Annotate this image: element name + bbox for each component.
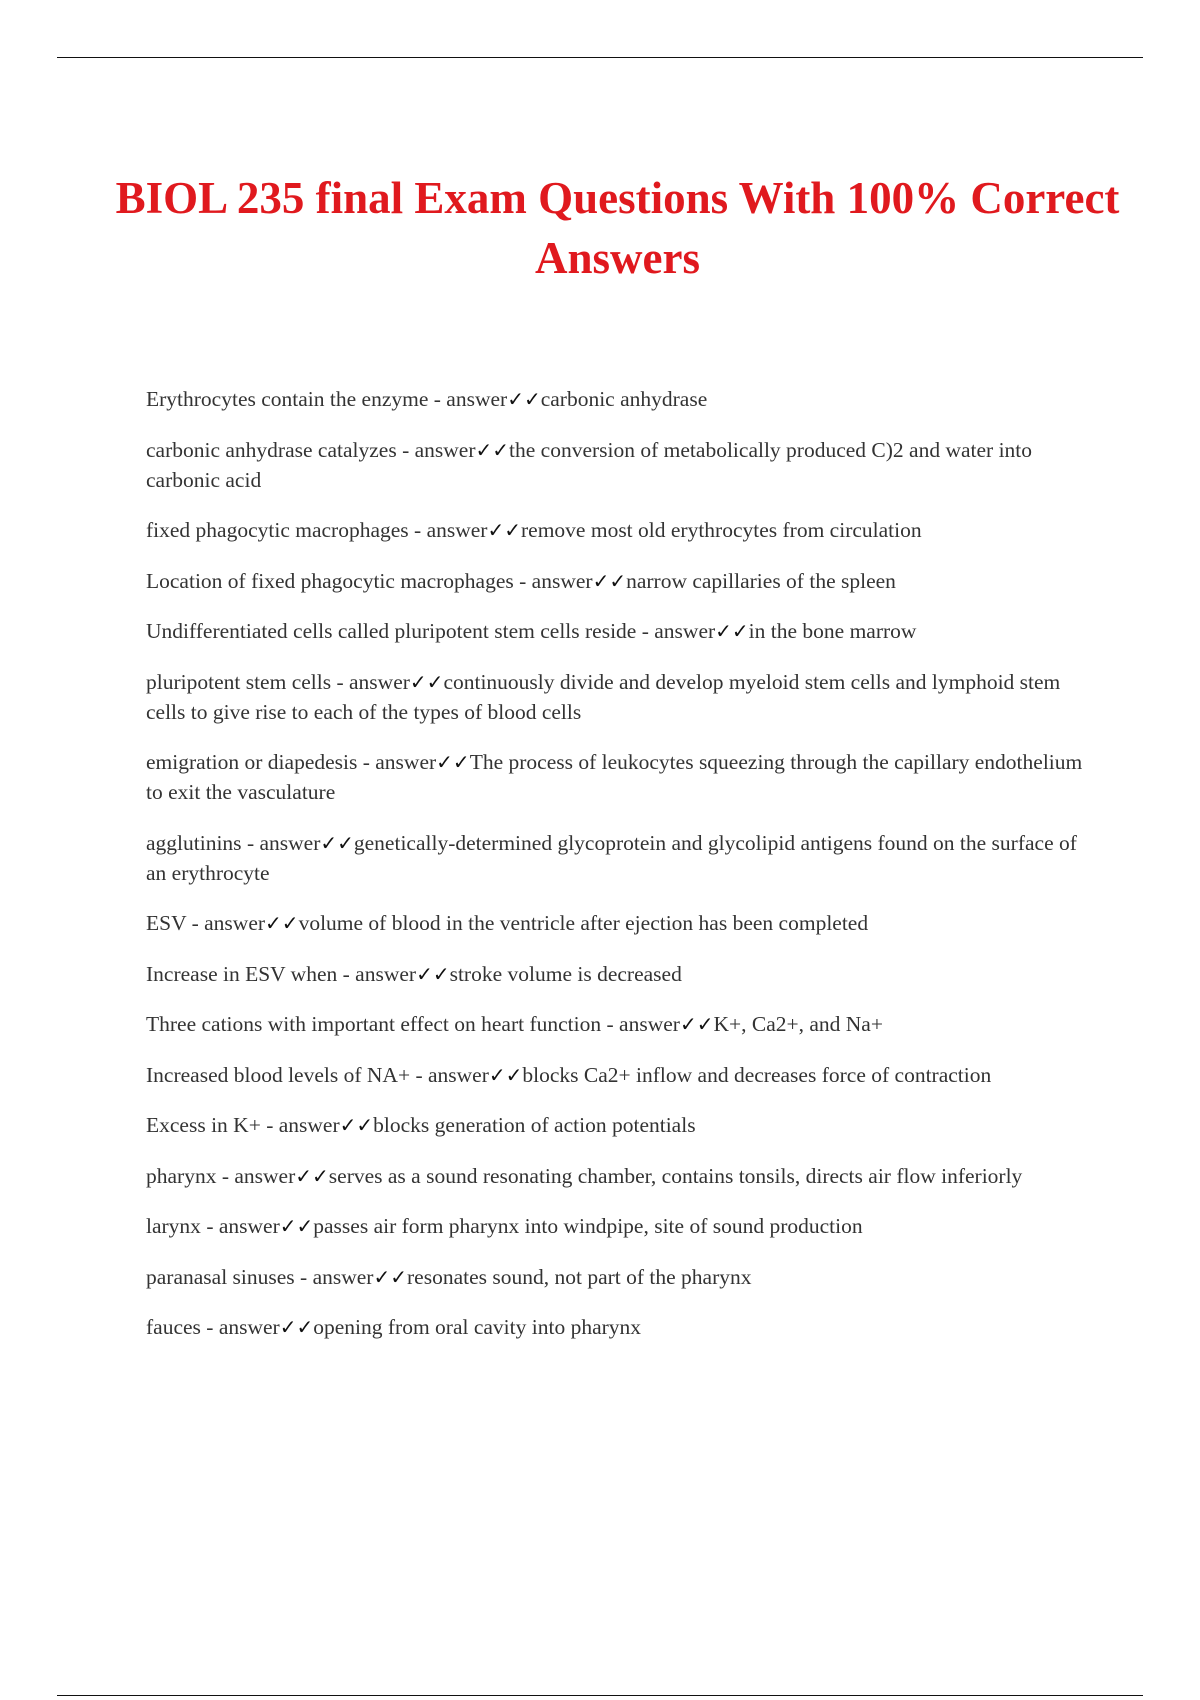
answer-text: resonates sound, not part of the pharynx bbox=[407, 1264, 752, 1289]
answer-prefix: - answer bbox=[200, 1214, 280, 1238]
qa-item bbox=[146, 435, 1086, 495]
answer-text: volume of blood in the ventricle after ejection has been completed bbox=[298, 911, 869, 935]
double-check-icon: ✓✓ bbox=[373, 1264, 407, 1289]
double-check-icon: ✓✓ bbox=[265, 911, 299, 935]
document-title: BIOL 235 final Exam Questions With 100% Correct Answers bbox=[115, 173, 1120, 283]
answer-text: serves as a sound resonating chamber, contains tonsils, directs air flow inferiorly bbox=[328, 1163, 1023, 1188]
answer-prefix: - answer bbox=[408, 518, 488, 542]
double-check-icon: ✓✓ bbox=[507, 387, 541, 411]
double-check-icon: ✓✓ bbox=[715, 619, 749, 643]
double-check-icon: ✓✓ bbox=[295, 1163, 329, 1188]
answer-prefix: - answer bbox=[331, 669, 410, 694]
qa-item bbox=[146, 384, 1086, 414]
answer-prefix: - answer bbox=[601, 1012, 680, 1036]
double-check-icon: ✓✓ bbox=[320, 830, 354, 855]
answer-prefix: - answer bbox=[260, 1113, 340, 1137]
question-text: Undifferentiated cells called pluripotent stem cells reside bbox=[146, 619, 637, 643]
answer-text: passes air form pharynx into windpipe, site of sound production bbox=[313, 1214, 863, 1238]
question-text: fauces bbox=[146, 1315, 201, 1339]
answer-prefix: - answer bbox=[396, 437, 476, 462]
double-check-icon: ✓✓ bbox=[487, 518, 521, 542]
question-text: pharynx bbox=[146, 1163, 217, 1188]
qa-item bbox=[146, 667, 1086, 727]
qa-item bbox=[146, 515, 1086, 545]
qa-item bbox=[146, 1211, 1086, 1241]
qa-item bbox=[146, 747, 1086, 807]
question-text: Increased blood levels of NA+ bbox=[146, 1062, 411, 1087]
question-text: Location of fixed phagocytic macrophages bbox=[146, 568, 514, 593]
answer-text: carbonic anhydrase bbox=[540, 387, 708, 411]
answer-prefix: - answer bbox=[294, 1264, 374, 1289]
answer-text: K+, Ca2+, and Na+ bbox=[713, 1012, 883, 1036]
question-text: Three cations with important effect on heart function bbox=[146, 1012, 602, 1036]
qa-item bbox=[146, 616, 1086, 646]
question-text: pluripotent stem cells bbox=[146, 669, 332, 694]
answer-text: the conversion of metabolically produced C)2 and water into carbonic acid bbox=[146, 437, 1033, 492]
header-rule bbox=[57, 57, 1143, 58]
qa-item bbox=[146, 566, 1086, 596]
answer-prefix: - answer bbox=[357, 750, 437, 774]
double-check-icon: ✓✓ bbox=[416, 961, 450, 986]
question-text: carbonic anhydrase catalyzes bbox=[146, 437, 397, 462]
question-text: Increase in ESV when bbox=[146, 961, 338, 986]
double-check-icon: ✓✓ bbox=[279, 1214, 314, 1238]
double-check-icon: ✓✓ bbox=[592, 568, 627, 593]
qa-item bbox=[146, 1161, 1086, 1191]
qa-item bbox=[146, 1060, 1086, 1090]
question-text: larynx bbox=[146, 1214, 201, 1238]
question-text: fixed phagocytic macrophages bbox=[146, 518, 409, 542]
answer-prefix: - answer bbox=[241, 830, 321, 855]
answer-prefix: - answer bbox=[636, 619, 716, 643]
answer-prefix: - answer bbox=[410, 1062, 489, 1087]
answer-text: genetically-determined glycoprotein and glycolipid antigens found on the surface of an erythrocyte bbox=[146, 830, 1077, 885]
question-text: Excess in K+ bbox=[146, 1113, 261, 1137]
double-check-icon: ✓✓ bbox=[488, 1062, 523, 1087]
answer-text: blocks Ca2+ inflow and decreases force of contraction bbox=[522, 1062, 992, 1087]
answer-prefix: - answer bbox=[337, 961, 417, 986]
answer-prefix: - answer bbox=[186, 911, 266, 935]
answer-prefix: - answer bbox=[513, 568, 593, 593]
answer-prefix: - answer bbox=[428, 387, 508, 411]
question-text: Erythrocytes contain the enzyme bbox=[146, 387, 429, 411]
answer-prefix: - answer bbox=[200, 1315, 280, 1339]
double-check-icon: ✓✓ bbox=[475, 437, 510, 462]
answer-text: opening from oral cavity into pharynx bbox=[313, 1315, 642, 1339]
answer-text: blocks generation of action potentials bbox=[373, 1113, 696, 1137]
answer-text: remove most old erythrocytes from circulation bbox=[521, 518, 922, 542]
footer-rule bbox=[57, 1695, 1143, 1696]
qa-list bbox=[146, 384, 1086, 1363]
double-check-icon: ✓✓ bbox=[679, 1012, 714, 1036]
qa-item bbox=[146, 1312, 1086, 1342]
double-check-icon: ✓✓ bbox=[409, 669, 444, 694]
answer-text: stroke volume is decreased bbox=[449, 961, 682, 986]
answer-text: in the bone marrow bbox=[748, 619, 917, 643]
double-check-icon: ✓✓ bbox=[279, 1315, 314, 1339]
question-text: ESV bbox=[146, 911, 187, 935]
double-check-icon: ✓✓ bbox=[339, 1113, 374, 1137]
qa-item bbox=[146, 1262, 1086, 1292]
qa-item bbox=[146, 828, 1086, 888]
question-text: paranasal sinuses bbox=[146, 1264, 295, 1289]
question-text: emigration or diapedesis bbox=[146, 750, 358, 774]
qa-item bbox=[146, 959, 1086, 989]
double-check-icon: ✓✓ bbox=[436, 750, 470, 774]
qa-item bbox=[146, 908, 1086, 938]
answer-prefix: - answer bbox=[216, 1163, 296, 1188]
answer-text: The process of leukocytes squeezing through the capillary endothelium to exit the vasculature bbox=[146, 750, 1083, 804]
qa-item bbox=[146, 1110, 1086, 1140]
qa-item bbox=[146, 1009, 1086, 1039]
answer-text: continuously divide and develop myeloid stem cells and lymphoid stem cells to give rise to each of the types of blood cells bbox=[146, 669, 1061, 724]
answer-text: narrow capillaries of the spleen bbox=[626, 568, 896, 593]
question-text: agglutinins bbox=[146, 830, 242, 855]
